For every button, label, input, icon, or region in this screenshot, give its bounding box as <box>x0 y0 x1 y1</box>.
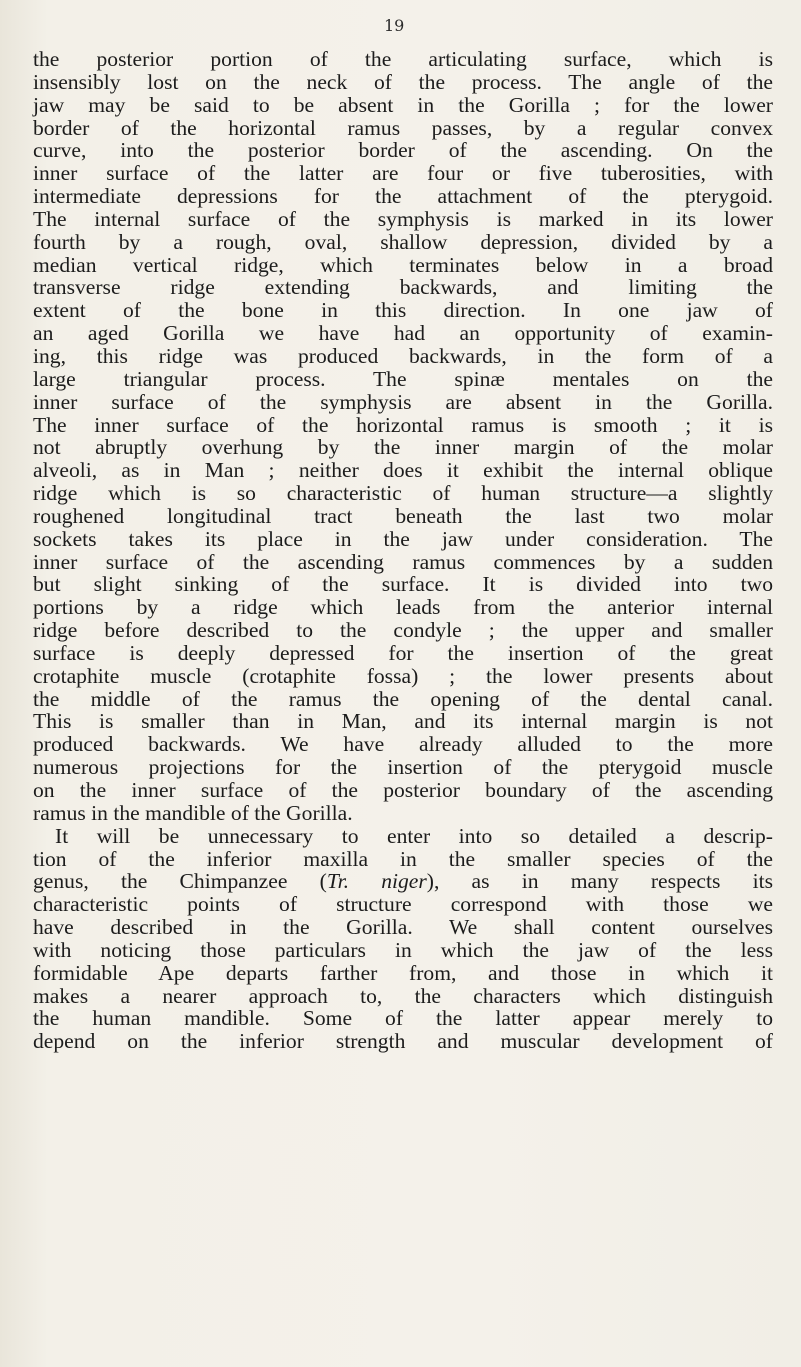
text-line: the posterior portion of the articulating surface, which is <box>33 47 773 71</box>
text-line: sockets takes its place in the jaw under consideration. The <box>33 526 773 551</box>
text-line: curve, into the posterior border of the ascending. On the <box>33 138 773 163</box>
text-line: portions by a ridge which leads from the anterior internal <box>33 595 773 620</box>
text-line: inner surface of the symphysis are absent in the Gorilla. <box>33 389 773 414</box>
page-number: 19 <box>384 16 405 35</box>
text-line: jaw may be said to be absent in the Gorilla ; for the lower <box>33 92 773 117</box>
text-line: It will be unnecessary to enter into so detailed a descrip- <box>55 823 773 848</box>
text-line: but slight sinking of the surface. It is divided into two <box>33 572 773 597</box>
text-line: inner surface of the ascending ramus commences by a sudden <box>33 549 773 574</box>
text-line: have described in the Gorilla. We shall content ourselves <box>33 915 773 940</box>
text-line: This is smaller than in Man, and its internal margin is not <box>33 709 773 734</box>
text-line: large triangular process. The spinæ mentales on the <box>33 366 773 391</box>
text-line: characteristic points of structure correspond with those we <box>33 892 773 917</box>
text-segment: ), as in many respects its <box>426 869 773 894</box>
text-line: fourth by a rough, oval, shallow depression, divided by a <box>33 229 773 254</box>
text-line: border of the horizontal ramus passes, by a regular convex <box>33 115 773 140</box>
text-line: crotaphite muscle (crotaphite fossa) ; the lower presents about <box>33 663 773 688</box>
text-line: transverse ridge extending backwards, and limiting the <box>33 275 773 300</box>
text-line: median vertical ridge, which terminates below in a broad <box>33 252 773 277</box>
text-line: extent of the bone in this direction. In one jaw of <box>33 298 773 323</box>
text-line: The inner surface of the horizontal ramus is smooth ; it is <box>33 412 773 437</box>
text-line: ridge which is so characteristic of human structure—a slightly <box>33 481 773 506</box>
text-line: on the inner surface of the posterior boundary of the ascending <box>33 778 773 802</box>
text-line: produced backwards. We have already alluded to the more <box>33 732 773 757</box>
text-line: roughened longitudinal tract beneath the last two molar <box>33 503 773 528</box>
text-line: with noticing those particulars in which the jaw of the less <box>33 937 773 962</box>
text-line: ing, this ridge was produced backwards, in the form of a <box>33 343 773 368</box>
text-line: ramus in the mandible of the Gorilla. <box>33 800 353 825</box>
text-line: depend on the inferior strength and muscular development of <box>33 1029 773 1054</box>
text-line: inner surface of the latter are four or five tuberosities, with <box>33 161 773 186</box>
italic-species-name: Tr. niger <box>326 869 427 894</box>
text-line: numerous projections for the insertion of the pterygoid muscle <box>33 755 773 780</box>
text-line: ridge before described to the condyle ; the upper and smaller <box>33 618 773 643</box>
text-line: alveoli, as in Man ; neither does it exhibit the internal oblique <box>33 458 773 483</box>
text-line: The internal surface of the symphysis is marked in its lower <box>33 206 773 231</box>
text-line: the middle of the ramus the opening of the dental canal. <box>33 686 773 711</box>
text-line: not abruptly overhung by the inner margin of the molar <box>33 435 773 460</box>
text-line: insensibly lost on the neck of the process. The angle of the <box>33 69 773 94</box>
text-line: intermediate depressions for the attachment of the pterygoid. <box>33 184 773 209</box>
text-line: makes a nearer approach to, the characters which distinguish <box>33 983 773 1008</box>
text-line: formidable Ape departs farther from, and those in which it <box>33 960 773 985</box>
body-text <box>33 48 773 1053</box>
text-line: tion of the inferior maxilla in the smaller species of the <box>33 846 773 871</box>
text-segment: genus, the Chimpanzee ( <box>33 869 327 894</box>
text-line: an aged Gorilla we have had an opportunity of examin- <box>33 321 773 346</box>
text-line <box>33 870 773 893</box>
text-line: surface is deeply depressed for the insertion of the great <box>33 640 773 665</box>
text-line: the human mandible. Some of the latter appear merely to <box>33 1006 773 1031</box>
